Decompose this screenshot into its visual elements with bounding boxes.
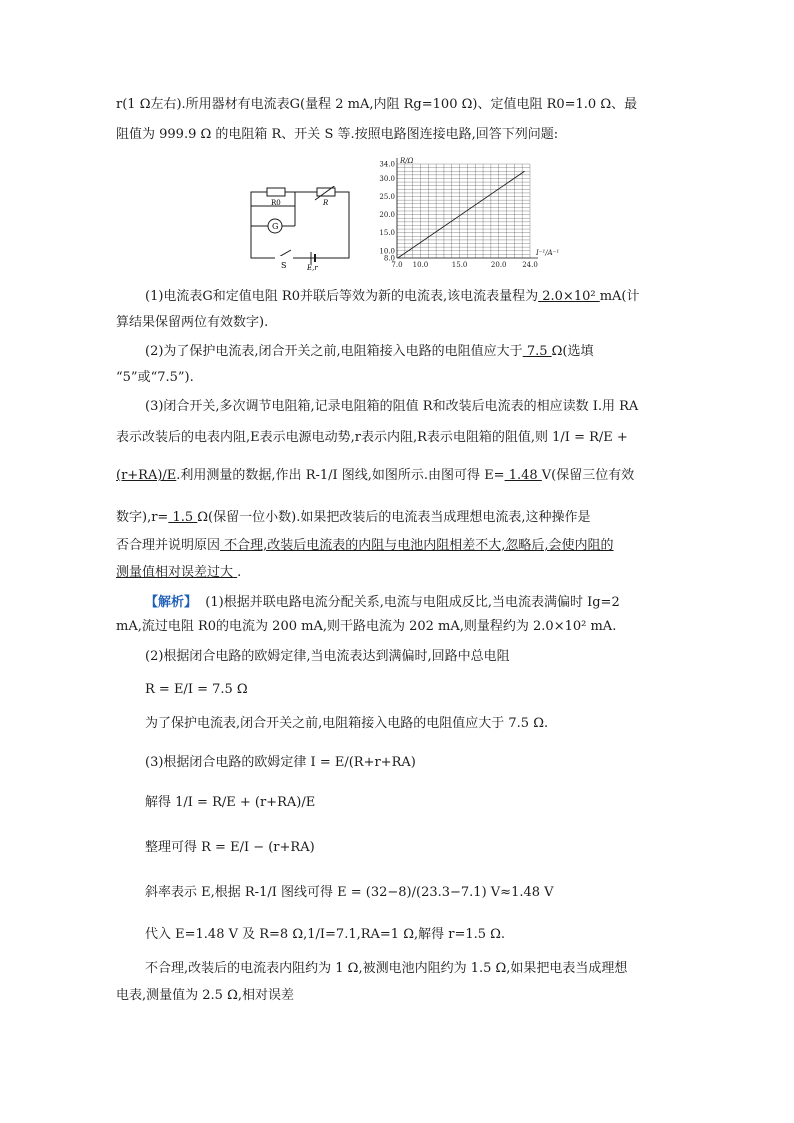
label-er: E,r xyxy=(307,264,318,271)
y-tick-label: 30.0 xyxy=(379,174,395,183)
q3-line-3 xyxy=(116,466,634,486)
analysis-p1a: (1)根据并联电路电流分配关系,电流与电阻成反比,当电流表满偏时 Ig=2 xyxy=(205,595,620,610)
q3-reason-b: 测量值相对误差过大 xyxy=(116,565,238,580)
x-tick-label: 20.0 xyxy=(490,261,507,269)
analysis-line-2: mA,流过电阻 R0的电流为 200 mA,则干路电流为 202 mA,则量程约为 2.0×10² mA. xyxy=(116,619,617,634)
q3-formula-answer: (r+RA)/E xyxy=(116,468,177,483)
label-r0: R0 xyxy=(271,199,281,207)
label-s: S xyxy=(281,261,287,270)
q3-line-1: (3)闭合开关,多次调节电阻箱,记录电阻箱的阻值 R和改装后电流表的相应读数 I.用 RA xyxy=(145,399,639,414)
resistor-r0 xyxy=(267,188,285,196)
q3-reason-a: 不合理,改装后电流表的内阻与电池内阻相差不大,忽略后,会使内阻的 xyxy=(220,538,614,553)
q3-line-5 xyxy=(116,536,614,556)
q3-line-6 xyxy=(116,563,241,583)
x-tick-label: 7.0 xyxy=(391,261,403,269)
analysis-line-6: 不合理,改装后的电流表内阻约为 1 Ω,被测电池内阻约为 1.5 Ω,如果把电表当成理想 xyxy=(145,961,628,976)
analysis-eq-r: R = E/I = 7.5 Ω xyxy=(145,682,248,697)
x-tick-label: 24.0 xyxy=(522,261,538,269)
q3-line-4 xyxy=(116,508,590,528)
q3-line-2: 表示改装后的电表内阻,E表示电源电动势,r表示内阻,R表示电阻箱的阻值,则 1/I = R/E + xyxy=(116,430,628,445)
label-r: R xyxy=(323,199,329,207)
y-tick-label: 8.0 xyxy=(383,254,395,263)
q2-line-1 xyxy=(145,342,594,362)
x-tick-label: 10.0 xyxy=(412,261,429,269)
analysis-line-1 xyxy=(145,593,620,613)
q3-e-answer: 1.48 xyxy=(504,468,542,483)
q1-tail: mA(计 xyxy=(599,289,640,304)
intro-line-2: 阻值为 999.9 Ω 的电阻箱 R、开关 S 等.按照电路图连接电路,回答下列问题: xyxy=(116,127,559,142)
q1-answer: 2.0×10² xyxy=(538,289,600,304)
analysis-line-3: (2)根据闭合电路的欧姆定律,当电流表达到满偏时,回路中总电阻 xyxy=(145,649,510,664)
circuit-frame xyxy=(251,192,349,258)
circuit-diagram xyxy=(245,186,360,271)
y-axis-label: R/Ω xyxy=(400,157,414,165)
q2-text: (2)为了保护电流表,闭合开关之前,电阻箱接入电路的电阻值应大于 xyxy=(145,344,523,359)
q1-line-2: 算结果保留两位有效数字). xyxy=(116,315,269,330)
analysis-line-4: 为了保护电流表,闭合开关之前,电阻箱接入电路的电阻值应大于 7.5 Ω. xyxy=(145,716,549,731)
y-tick-label: 10.0 xyxy=(379,247,395,256)
x-tick-label: 15.0 xyxy=(451,261,468,269)
label-g: G xyxy=(272,222,279,231)
q1-text: (1)电流表G和定值电阻 R0并联后等效为新的电流表,该电流表量程为 xyxy=(145,289,539,304)
q3-line-3-text: .利用测量的数据,作出 R-1/I 图线,如图所示.由图可得 E= xyxy=(176,468,505,483)
y-tick-label: 20.0 xyxy=(379,211,395,220)
intro-line-1: r(1 Ω左右).所用器材有电流表G(量程 2 mA,内阻 Rg=100 Ω)、定值电阻 R0=1.0 Ω、最 xyxy=(116,97,638,112)
q3-line-4-a: 数字),r= xyxy=(116,510,169,525)
analysis-slope: 斜率表示 E,根据 R-1/I 图线可得 E = (32−8)/(23.3−7.1) V≈1.48 V xyxy=(145,885,554,900)
analysis-line-5: (3)根据闭合电路的欧姆定律 I = E/(R+r+RA) xyxy=(145,755,416,770)
q3-line-3-tail: V(保留三位有效 xyxy=(541,468,635,483)
q2-answer: 7.5 xyxy=(522,344,552,359)
analysis-tag: 【解析】 xyxy=(145,595,198,610)
y-tick-label: 15.0 xyxy=(379,229,395,238)
q3-r-answer: 1.5 xyxy=(168,510,198,525)
r-vs-inverse-i-chart xyxy=(365,156,575,278)
q1-line-1 xyxy=(145,287,640,307)
y-tick-label: 25.0 xyxy=(379,193,395,202)
y-tick-label: 34.0 xyxy=(379,160,395,169)
analysis-arrange: 整理可得 R = E/I − (r+RA) xyxy=(145,840,315,855)
analysis-solve: 解得 1/I = R/E + (r+RA)/E xyxy=(145,795,316,810)
q2-tail: Ω(选填 xyxy=(551,344,594,359)
q3-line-6-end: . xyxy=(237,565,242,580)
analysis-substitute: 代入 E=1.48 V 及 R=8 Ω,1/I=7.1,RA=1 Ω,解得 r=1.5 Ω. xyxy=(145,927,506,942)
q2-line-2: “5”或“7.5”). xyxy=(116,370,194,385)
analysis-line-7: 电表,测量值为 2.5 Ω,相对误差 xyxy=(116,988,294,1003)
q3-line-4-b: Ω(保留一位小数).如果把改装后的电流表当成理想电流表,这种操作是 xyxy=(197,510,591,525)
q3-line-5-a: 否合理并说明原因 xyxy=(116,538,221,553)
x-axis-label: I⁻¹/A⁻¹ xyxy=(536,249,560,257)
